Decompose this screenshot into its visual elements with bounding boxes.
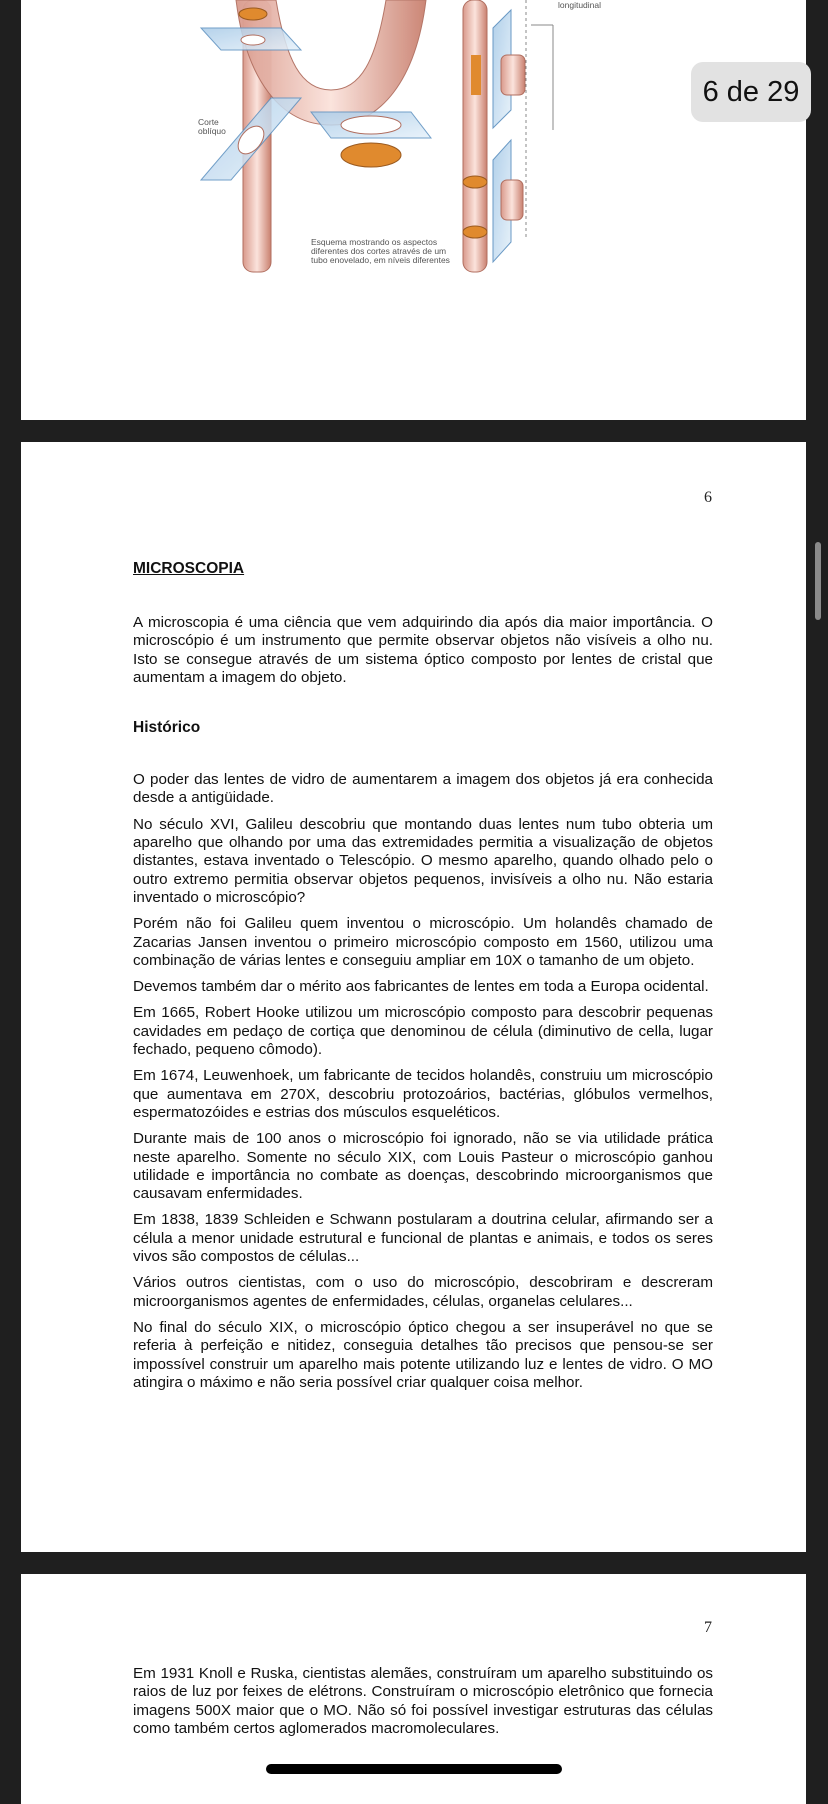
pdf-page-6 [21,442,806,1552]
scrollbar-thumb[interactable] [815,542,821,620]
pdf-page-5 [21,0,806,420]
paragraph: Vários outros cientistas, com o uso do microscópio, descobriram e descreram microorganismos agentes de enfermidades, células, organelas celulares... [133,1274,713,1310]
subsection-title: Histórico [133,719,201,737]
page-content [133,1665,713,1746]
paragraph: Durante mais de 100 anos o microscópio foi ignorado, não se via utilidade prática neste aparelho. Somente no século XIX, com Louis Pasteur o microscópio ganhou utilidade e importância no combate as doenças, descobrindo microorganismos que causavam enfermidades. [133,1130,713,1203]
intro-paragraph: A microscopia é uma ciência que vem adquirindo dia após dia maior importância. O microscópio é um instrumento que permite observar objetos não visíveis a olho nu. Isto se consegue através de um sistema óptico composto por lentes de cristal que aumentam a imagem do objeto. [133,614,713,686]
page-number: 7 [704,1619,712,1636]
paragraph: No século XVI, Galileu descobriu que montando duas lentes num tubo obteria um aparelho que olhando por uma das extremidades permitia a visualização de objetos distantes, estava inventado o Telescópio. O mesmo aparelho, quando olhado pelo o outro extremo permitia observar objetos pequenos, invisíveis a olho nu. Não estaria inventado o microscópio? [133,815,713,906]
paragraph: Devemos também dar o mérito aos fabricantes de lentes em toda a Europa ocidental. [133,978,709,996]
paragraph: No final do século XIX, o microscópio óptico chegou a ser insuperável no que se referia à perfeição e nitidez, conseguia detalhes tão precisos que pensou-se ser impossível construir um aparelho mais potente utilizando luz e lentes de vidro. O MO atingira o máximo e não seria possível criar qualquer coisa melhor. [133,1318,713,1391]
paragraph: Em 1665, Robert Hooke utilizou um microscópio composto para descobrir pequenas cavidades em pedaço de cortiça que denominou de célula (diminutivo de cella, lugar fechado, pequeno cômodo). [133,1004,713,1059]
paragraph: Em 1674, Leuwenhoek, um fabricante de tecidos holandês, construiu um microscópio que aumentava em 270X, descobriu protozoários, bactérias, glóbulos vermelhos, espermatozóides e estrias dos músculos esqueléticos. [133,1067,713,1121]
paragraph: Em 1931 Knoll e Ruska, cientistas alemães, construíram um aparelho substituindo os raios de luz por feixes de elétrons. Construíram o microscópio eletrônico que fornecia imagens 500X maior que o MO. Não só foi possível investigar estruturas das células como também certos aglomerados macromoleculares. [133,1665,713,1737]
home-indicator[interactable] [266,1764,562,1774]
paragraph: Porém não foi Galileu quem inventou o microscópio. Um holandês chamado de Zacarias Jansen inventou o primeiro microscópio composto em 1560, utilizou uma combinação de várias lentes e conseguiu ampliar em 10X o tamanho de um objeto. [133,915,713,969]
paragraph: O poder das lentes de vidro de aumentarem a imagem dos objetos já era conhecida desde a antigüidade. [133,771,713,807]
section-title: MICROSCOPIA [133,560,245,577]
figure-caption: Esquema mostrando os aspectos diferentes dos cortes através de um tubo enovelado, em níveis diferentes [311,237,450,265]
label-longitudinal: longitudinal [558,0,602,10]
page-number: 6 [704,489,712,506]
paragraph: Em 1838, 1839 Schleiden e Schwann postularam a doutrina celular, afirmando ser a célula a menor unidade estrutural e funcional de plantas e animais, e todos os seres vivos são compostos de células... [133,1211,713,1266]
page-content [133,560,713,1400]
label-corte-obliquo: Corte oblíquo [198,117,226,136]
page-counter-badge: 6 de 29 [691,62,811,122]
